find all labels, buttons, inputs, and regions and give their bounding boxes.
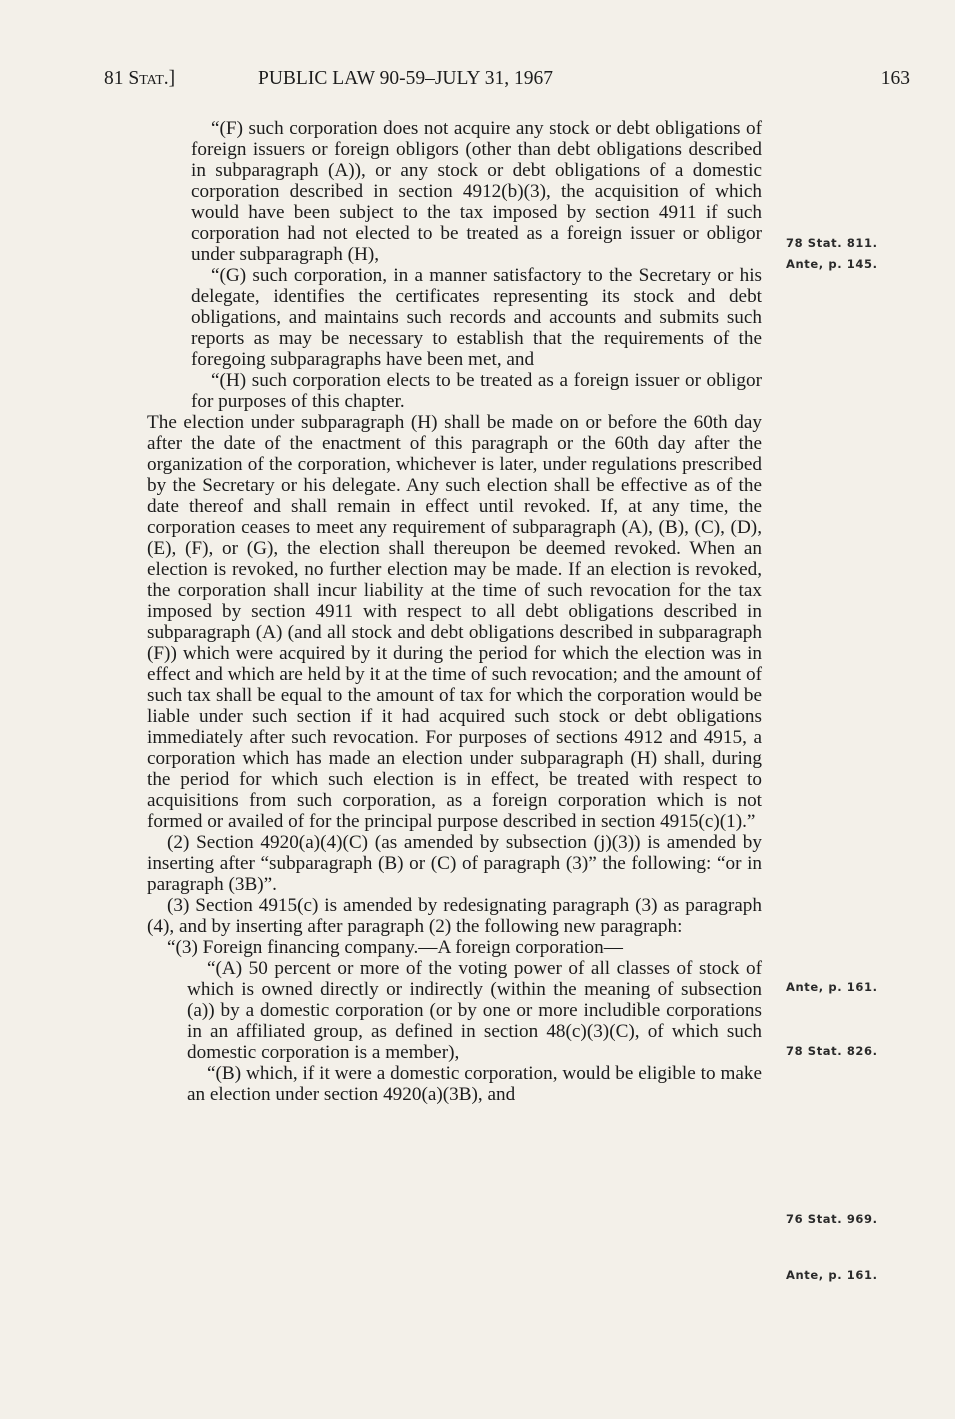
margin-note-ante-161-b: Ante, p. 161. bbox=[786, 1268, 878, 1282]
margin-note-ante-145: Ante, p. 145. bbox=[786, 257, 878, 271]
clause-a: “(A) 50 percent or more of the voting power of all classes of stock of which is owned directly or indirectly (within the meaning of subsection (a)) by a domestic corporation (or by one or more includible corporations in an affiliated group, as defined in section 48(c)(3)(C), of which such domestic corporation is a member), bbox=[187, 958, 762, 1063]
body-text bbox=[147, 118, 762, 1105]
margin-note-ante-161-a: Ante, p. 161. bbox=[786, 980, 878, 994]
amendment-3: (3) Section 4915(c) is amended by redesignating paragraph (3) as paragraph (4), and by inserting after paragraph (2) the following new paragraph: bbox=[147, 895, 762, 937]
margin-note-76-stat-969: 76 Stat. 969. bbox=[786, 1212, 878, 1226]
page-number: 163 bbox=[880, 68, 910, 89]
clause-b: “(B) which, if it were a domestic corporation, would be eligible to make an election under section 4920(a)(3B), and bbox=[187, 1063, 762, 1105]
subparagraph-f: “(F) such corporation does not acquire any stock or debt obligations of foreign issuers or foreign obligors (other than debt obligations described in subparagraph (A)), or any stock or debt obligations of a domestic corporation described in section 4912(b)(3), the acquisition of which would have been subject to the tax imposed by section 4911 if such corporation had not elected to be treated as a foreign issuer or obligor under subparagraph (H), bbox=[191, 118, 762, 265]
amendment-2: (2) Section 4920(a)(4)(C) (as amended by subsection (j)(3)) is amended by inserting after “subparagraph (B) or (C) of paragraph (3)” the following: “or in paragraph (3B)”. bbox=[147, 832, 762, 895]
margin-note-78-stat-826: 78 Stat. 826. bbox=[786, 1044, 878, 1058]
margin-note-78-stat-811: 78 Stat. 811. bbox=[786, 236, 878, 250]
election-paragraph: The election under subparagraph (H) shall be made on or before the 60th day after the date of the enactment of this paragraph or the 60th day after the organization of the corporation, whichever is later, under regulations prescribed by the Secretary or his delegate. Any such election shall be effective as of the date thereof and shall remain in effect until revoked. If, at any time, the corporation ceases to meet any requirement of subparagraph (A), (B), (C), (D), (E), (F), or (G), the election shall thereupon be deemed revoked. When an election is revoked, no further election may be made. If an election is revoked, the corporation shall incur liability at the time of such revocation for the tax imposed by section 4911 with respect to all debt obligations described in subparagraph (A) (and all stock and debt obligations described in subparagraph (F)) which were acquired by it during the period for which the election was in effect and which are held by it at the time of such revocation; and the amount of such tax shall be equal to the amount of tax for which the corporation would be liable under such section if it had acquired such stock or debt obligations immediately after such revocation. For purposes of sections 4912 and 4915, a corporation which has made an election under subparagraph (H) shall, during the period for which such election is in effect, be treated with respect to acquisitions from such corporation, as a foreign corporation which is not formed or availed of for the principal purpose described in section 4915(c)(1).” bbox=[147, 412, 762, 832]
foreign-financing-company-heading: “(3) Foreign financing company.—A foreign corporation— bbox=[167, 937, 623, 958]
page-header bbox=[104, 68, 910, 98]
page-title: PUBLIC LAW 90-59–JULY 31, 1967 bbox=[258, 68, 553, 89]
subparagraph-h: “(H) such corporation elects to be treated as a foreign issuer or obligor for purposes of this chapter. bbox=[191, 370, 762, 412]
statute-reference: 81 Stat.] bbox=[104, 68, 176, 89]
subparagraph-g: “(G) such corporation, in a manner satisfactory to the Secretary or his delegate, identifies the certificates representing its stock and debt obligations, and maintains such records and accounts and submits such reports as may be necessary to establish that the requirements of the foregoing subparagraphs have been met, and bbox=[191, 265, 762, 370]
